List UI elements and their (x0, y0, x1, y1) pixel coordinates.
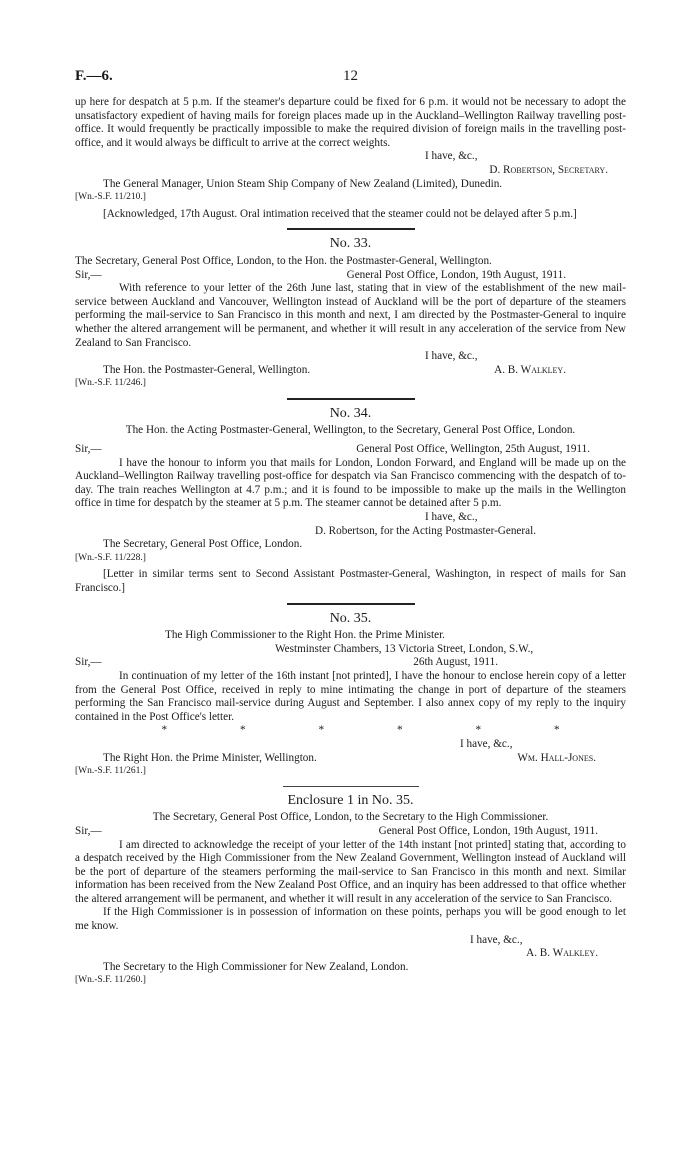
no34-body: I have the honour to inform you that mails for London, London Forward, and England will be made up on the Auckland–Wellington Railway travelling post-office for despatch via San Francisco commencing with the despatch of to-day. The train reaches Wellington at 4.7 p.m.; and it is found to be impossible to make up the mails in the Wellington office in time for despatch by the steamer at 5 p.m. The steamer cannot be detained after 5 p.m. (75, 456, 626, 510)
star: * (396, 724, 403, 737)
intro-closing: I have, &c., (425, 150, 478, 163)
intro-addressee: The General Manager, Union Steam Ship Company of New Zealand (Limited), Dunedin. (103, 177, 503, 190)
no34-place-date: General Post Office, Wellington, 25th August, 1911. (356, 443, 590, 456)
intro-paragraph: up here for despatch at 5 p.m. If the steamer's departure could be fixed for 6 p.m. it would not be necessary to adopt the unsatisfactory expedient of having mails for foreign places made up in the Auckland–Wellington Railway travelling post-office. It would frequently be practically impossible to make the required division of foreign mails in the travelling post-office, and it would always be difficult to arrive at the correct weights. (75, 96, 626, 149)
section-divider (283, 786, 419, 787)
section-divider (287, 398, 415, 400)
no33-heading: The Secretary, General Post Office, London, to the Hon. the Postmaster-General, Wellington. (75, 254, 492, 267)
section-title-enclosure: Enclosure 1 in No. 35. (287, 792, 414, 808)
no34-note: [Letter in similar terms sent to Second Assistant Postmaster-General, Washington, in respect of mails for San Francisco.] (75, 568, 626, 594)
intro-signature: D. Robertson, Secretary. (489, 163, 608, 176)
no34-closing: I have, &c., (425, 511, 478, 524)
intro-note: [Acknowledged, 17th August. Oral intimation received that the steamer could not be delayed after 5 p.m.] (103, 207, 577, 220)
intro-file-ref: [Wn.-S.F. 11/210.] (75, 192, 146, 203)
no33-addressee: The Hon. the Postmaster-General, Wellington. (103, 363, 311, 376)
no34-addressee: The Secretary, General Post Office, London. (103, 538, 303, 551)
enclosure-salutation: Sir,— (75, 824, 102, 837)
no34-signature: D. Robertson, for the Acting Postmaster-General. (315, 524, 536, 537)
document-reference: F.—6. (75, 68, 113, 84)
no34-heading: The Hon. the Acting Postmaster-General, Wellington, to the Secretary, General Post Office, London. (125, 424, 576, 437)
no35-addressee-row (75, 752, 626, 766)
section-title-no35: No. 35. (329, 610, 372, 626)
enclosure-heading: The Secretary, General Post Office, London, to the Secretary to the High Commissioner. (152, 811, 549, 824)
no35-file-ref: [Wn.-S.F. 11/261.] (75, 766, 146, 777)
no33-file-ref: [Wn.-S.F. 11/246.] (75, 378, 146, 389)
no35-addressee: The Right Hon. the Prime Minister, Wellington. (103, 751, 317, 764)
section-title-no34: No. 34. (329, 405, 372, 421)
star: * (553, 724, 560, 737)
no35-place: Westminster Chambers, 13 Victoria Street, London, S.W., (275, 642, 534, 655)
section-title-no33: No. 33. (329, 236, 372, 252)
no35-salutation: Sir,— (75, 656, 102, 669)
enclosure-salutation-row (75, 825, 626, 839)
no35-closing: I have, &c., (460, 737, 513, 750)
star: * (475, 724, 482, 737)
no35-date: 26th August, 1911. (413, 656, 498, 669)
enclosure-closing: I have, &c., (470, 933, 523, 946)
no33-signature: A. B. Walkley. (494, 363, 566, 376)
no34-salutation: Sir,— (75, 443, 102, 456)
section-divider (287, 228, 415, 230)
no34-salutation-row (75, 443, 626, 457)
enclosure-signature: A. B. Walkley. (526, 947, 598, 960)
no35-salutation-row (75, 656, 626, 670)
section-divider (287, 603, 415, 605)
enclosure-place-date: General Post Office, London, 19th August, 1911. (378, 824, 598, 837)
no33-salutation-row (75, 269, 626, 283)
no34-file-ref: [Wn.-S.F. 11/228.] (75, 552, 146, 563)
no33-body: With reference to your letter of the 26th June last, stating that in view of the establishment of the new mail-service between Auckland and Vancouver, Wellington instead of Auckland will be the port of departure of the steamers performing the mail-service to San Francisco in this month and next, I am directed by the Postmaster-General to inquire whether the altered arrangement will be permanent, and whether it will result in any acceleration of the service from New Zealand to San Francisco. (75, 282, 626, 349)
no35-body: In continuation of my letter of the 16th instant [not printed], I have the honour to enclose herein copy of a letter from the General Post Office, received in reply to mine intimating the change in port of departure of the steamers performing the San Francisco mail-service during August and September. I also annex copy of my reply to the inquiry contained in the Post Office's letter. (75, 669, 626, 723)
page-header (75, 70, 626, 96)
no35-heading: The High Commissioner to the Right Hon. the Prime Minister. (165, 629, 445, 642)
omission-stars (75, 724, 626, 738)
star: * (161, 724, 168, 737)
no33-place-date: General Post Office, London, 19th August, 1911. (346, 268, 566, 281)
no33-salutation: Sir,— (75, 268, 102, 281)
enclosure-body-2: If the High Commissioner is in possession of information on these points, perhaps you will be good enough to let me know. (75, 906, 626, 933)
no33-closing: I have, &c., (425, 350, 478, 363)
star: * (239, 724, 246, 737)
enclosure-body: I am directed to acknowledge the receipt of your letter of the 14th instant [not printed] stating that, according to a despatch received by the High Commissioner from the New Zealand Government, Wellington instead of Auckland will be the port of departure of the steamers performing the mail-service to San Francisco in this month and next. Similar information has been received from the New Zealand Post Office, and an inquiry has been addressed to that office whether the altered arrangement will be permanent, and whether it will result in any acceleration of the service to San Francisco. (75, 838, 626, 905)
star: * (318, 724, 325, 737)
no35-signature: Wm. Hall-Jones. (517, 751, 596, 764)
page-number: 12 (343, 68, 358, 84)
enclosure-file-ref: [Wn.-S.F. 11/260.] (75, 975, 146, 986)
enclosure-addressee: The Secretary to the High Commissioner for New Zealand, London. (103, 960, 409, 973)
no33-addressee-row (75, 364, 626, 378)
